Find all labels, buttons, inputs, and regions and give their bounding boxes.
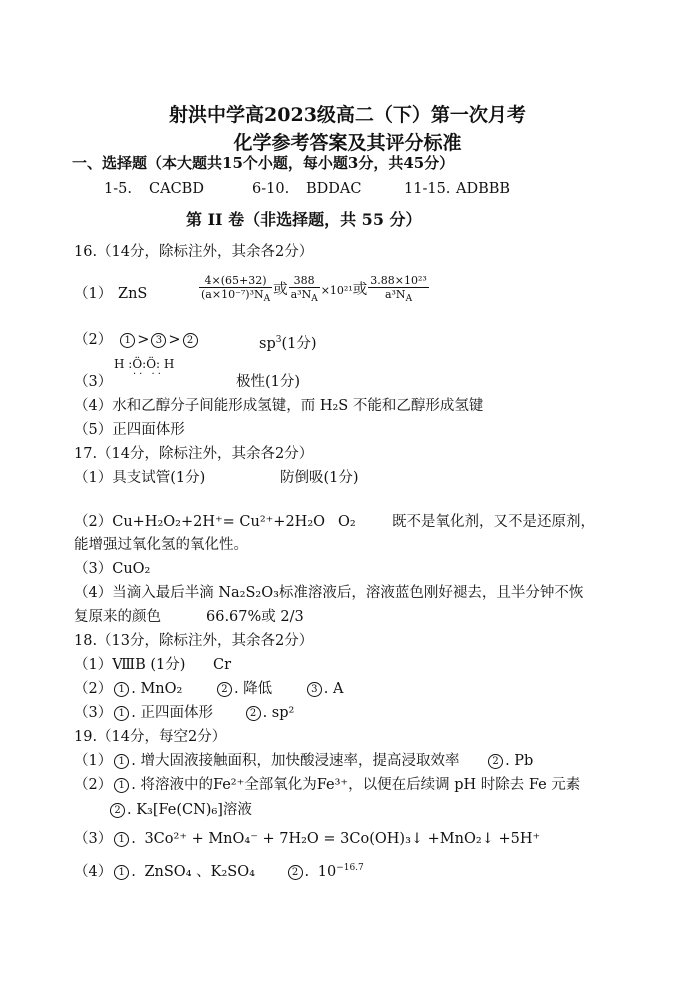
q16-2: （2） 1 > 3 > 2	[74, 330, 200, 350]
q16-3-label: （3）	[74, 374, 113, 390]
q19-2a: （2） 1 . 将溶液中的Fe²⁺全部氧化为Fe³⁺，以便在后续调 pH 时除去 Fe 元素	[74, 777, 581, 793]
q17-2-line2: 能增强过氧化氢的氧化性。	[74, 537, 248, 553]
q18-1b: Cr	[213, 657, 232, 673]
answers-6-10: BDDAC	[306, 181, 362, 197]
q16-4: （4）水和乙醇分子间能形成氢键，而 H₂S 不能和乙醇形成氢键	[74, 398, 484, 414]
fraction-1: $\frac{4\times(65+32)}{(a\times 10^{-7})^3N_A}$	[201, 274, 271, 305]
answers-11-15-label: 11-15.	[404, 181, 451, 197]
q19-1: （1） 1 . 增大固液接触面积，加快酸浸速率，提高浸取效率 2 . Pb	[74, 753, 534, 769]
q18-2: （2） 1 . MnO₂ 2 . 降低 3 . A	[74, 681, 344, 697]
exam-title: 射洪中学高2023级高二（下）第一次月考	[169, 104, 526, 126]
part2-heading: 第 II 卷（非选择题，共 55 分）	[186, 210, 422, 229]
q19-4: （4） 1 . ZnSO₄ 、K₂SO₄ 2 . $10^{-16.7}$	[74, 863, 364, 880]
fraction-2: $\frac{388}{a^3N_A}$	[290, 274, 318, 305]
or-text-2: 或	[352, 282, 368, 299]
multiplier: ×10²¹	[320, 284, 353, 298]
fraction-3: $\frac{\text{3.88×10²³}}{a^3N_A}$	[370, 274, 427, 305]
q17-2-role: 既不是氧化剂，又不是还原剂，	[392, 514, 595, 530]
lewis-lone-pairs: ·· ··	[133, 369, 164, 380]
q18-1a: （1）ⅧB (1分)	[74, 657, 186, 673]
q19-2b: 2 . K₃[Fe(CN)₆]溶液	[108, 800, 252, 820]
q16-2-hybridization: $sp^3(1$分)	[259, 335, 317, 352]
q17-heading: 17.（14分，除标注外，其余各2分）	[74, 446, 314, 462]
q17-1b: 防倒吸(1分)	[280, 470, 359, 486]
answers-1-5-label: 1-5.	[104, 181, 132, 197]
q19-3: （3） 1 . 3Co²⁺ + MnO₄⁻ + 7H₂O = 3Co(OH)₃↓ +MnO₂↓ +5H⁺	[74, 831, 541, 847]
h2o2-lewis-structure: H :Ö:Ö: H	[114, 357, 175, 371]
q17-2-equation: （2）Cu+H₂O₂+2H⁺= Cu²⁺+2H₂O	[74, 514, 326, 530]
q16-density-formulas	[198, 274, 430, 306]
q17-4-line2: 复原来的颜色	[74, 609, 161, 625]
q16-heading: 16.（14分，除标注外，其余各2分）	[74, 244, 314, 260]
or-text-1: 或	[273, 282, 288, 299]
q17-2-gas: O₂	[338, 514, 356, 530]
q18-heading: 18.（13分，除标注外，其余各2分）	[74, 633, 314, 649]
answer-key-title: 化学参考答案及其评分标准	[233, 132, 462, 154]
q19-heading: 19.（14分，每空2分）	[74, 729, 227, 745]
answers-6-10-label: 6-10.	[252, 181, 290, 197]
q17-4-answer: 66.67%或 2/3	[206, 609, 304, 625]
q16-3-answer: 极性(1分)	[236, 374, 301, 390]
q16-5: （5）正四面体形	[74, 422, 185, 438]
q16-1-label: （1）	[74, 286, 113, 302]
q16-1-answer: ZnS	[118, 286, 148, 302]
answers-11-15: ADBBB	[456, 181, 511, 197]
part1-heading: 一、选择题（本大题共15个小题，每小题3分，共45分）	[72, 154, 455, 172]
answers-1-5: CACBD	[149, 181, 204, 197]
q18-3: （3） 1 . 正四面体形 2 . sp²	[74, 705, 295, 721]
q17-1a: （1）具支试管(1分)	[74, 470, 206, 486]
q17-4-line1: （4）当滴入最后半滴 Na₂S₂O₃标准溶液后，溶液蓝色刚好褪去，且半分钟不恢	[74, 585, 584, 601]
q17-3: （3）CuO₂	[74, 561, 151, 577]
